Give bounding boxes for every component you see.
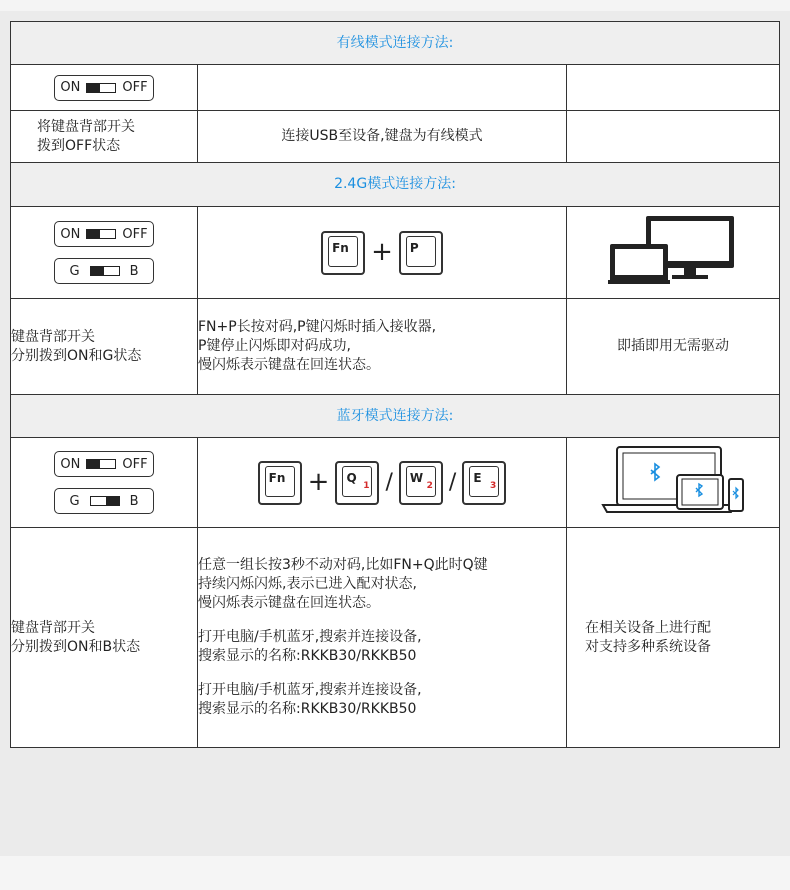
wired-action: 连接USB至设备,键盘为有线模式 [198, 111, 567, 163]
q-key-icon: Q 1 [335, 461, 379, 505]
bt-action-line: 慢闪烁表示键盘在回连状态。 [198, 595, 380, 611]
wired-instruction-line: 将键盘背部开关 [37, 118, 135, 135]
monitor-laptop-icon [608, 214, 738, 286]
g24-title: 2.4G模式连接方法: [11, 163, 780, 207]
plus-sign: + [371, 237, 393, 267]
switch-off-label: OFF [122, 456, 148, 472]
g24-action-line: P键停止闪烁即对码成功, [198, 338, 351, 354]
g24-instruction-line: 分别拨到ON和G状态 [11, 347, 142, 364]
wired-icon-row [11, 65, 780, 111]
power-switch-off [54, 75, 154, 101]
g24-header-row [11, 163, 780, 207]
slider-icon [86, 229, 116, 239]
slider-icon [90, 266, 120, 276]
slash-sign: / [385, 470, 393, 495]
p-key-icon: P [399, 231, 443, 275]
bt-header-row [11, 395, 780, 438]
g24-action-line: FN+P长按对码,P键闪烁时插入接收器, [198, 319, 437, 335]
bt-action-line: 持续闪烁闪烁,表示已进入配对状态, [198, 576, 417, 592]
g24-note: 即插即用无需驱动 [567, 299, 780, 395]
g24-action-line: 慢闪烁表示键盘在回连状态。 [198, 357, 380, 373]
power-switch-on [54, 451, 154, 477]
bluetooth-devices-icon [599, 443, 747, 517]
bt-text-row [11, 528, 780, 748]
g24-text-row [11, 299, 780, 395]
g24-instruction-line: 键盘背部开关 [11, 328, 95, 345]
switch-off-label: OFF [122, 226, 148, 242]
wired-instruction-line: 拨到OFF状态 [37, 137, 121, 154]
bt-title: 蓝牙模式连接方法: [11, 395, 780, 438]
slider-icon [86, 83, 116, 93]
w-key-icon: W 2 [399, 461, 443, 505]
slash-sign: / [448, 470, 457, 495]
switch-off-label: OFF [122, 80, 148, 95]
g24-icon-row [11, 207, 780, 299]
switch-on-label: ON [60, 456, 81, 472]
mode-switch-b [54, 488, 154, 514]
bt-action-line: 搜索显示的名称:RKKB30/RKKB50 [198, 648, 417, 664]
bt-action-line: 打开电脑/手机蓝牙,搜索并连接设备, [198, 629, 422, 645]
switch-g-label: G [69, 263, 80, 279]
slider-icon [86, 459, 116, 469]
switch-b-label: B [129, 493, 139, 509]
bottom-band [0, 856, 790, 890]
bt-icon-row [11, 438, 780, 528]
bt-action-line: 任意一组长按3秒不动对码,比如FN+Q此时Q键 [198, 557, 488, 573]
bt-note-line: 对支持多种系统设备 [585, 638, 711, 655]
switch-b-label: B [129, 263, 139, 279]
switch-on-label: ON [60, 226, 81, 242]
bt-note-line: 在相关设备上进行配 [585, 619, 711, 636]
wired-text-row [11, 111, 780, 163]
switch-on-label: ON [60, 80, 81, 95]
bt-instruction-line: 分别拨到ON和B状态 [11, 638, 141, 655]
bt-action-line: 打开电脑/手机蓝牙,搜索并连接设备, [198, 682, 422, 698]
fn-key-icon: Fn [321, 231, 365, 275]
wired-header-row [11, 22, 780, 65]
fn-key-icon: Fn [258, 461, 302, 505]
bt-instruction-line: 键盘背部开关 [11, 619, 95, 636]
connection-guide-table [10, 21, 780, 748]
e-key-icon: E 3 [462, 461, 506, 505]
power-switch-on [54, 221, 154, 247]
top-band [0, 0, 790, 11]
wired-title: 有线模式连接方法: [11, 22, 780, 65]
bt-action-line: 搜索显示的名称:RKKB30/RKKB50 [198, 701, 417, 717]
slider-icon [90, 496, 120, 506]
plus-sign: + [307, 467, 330, 497]
mode-switch-g [54, 258, 154, 284]
switch-g-label: G [69, 493, 80, 509]
